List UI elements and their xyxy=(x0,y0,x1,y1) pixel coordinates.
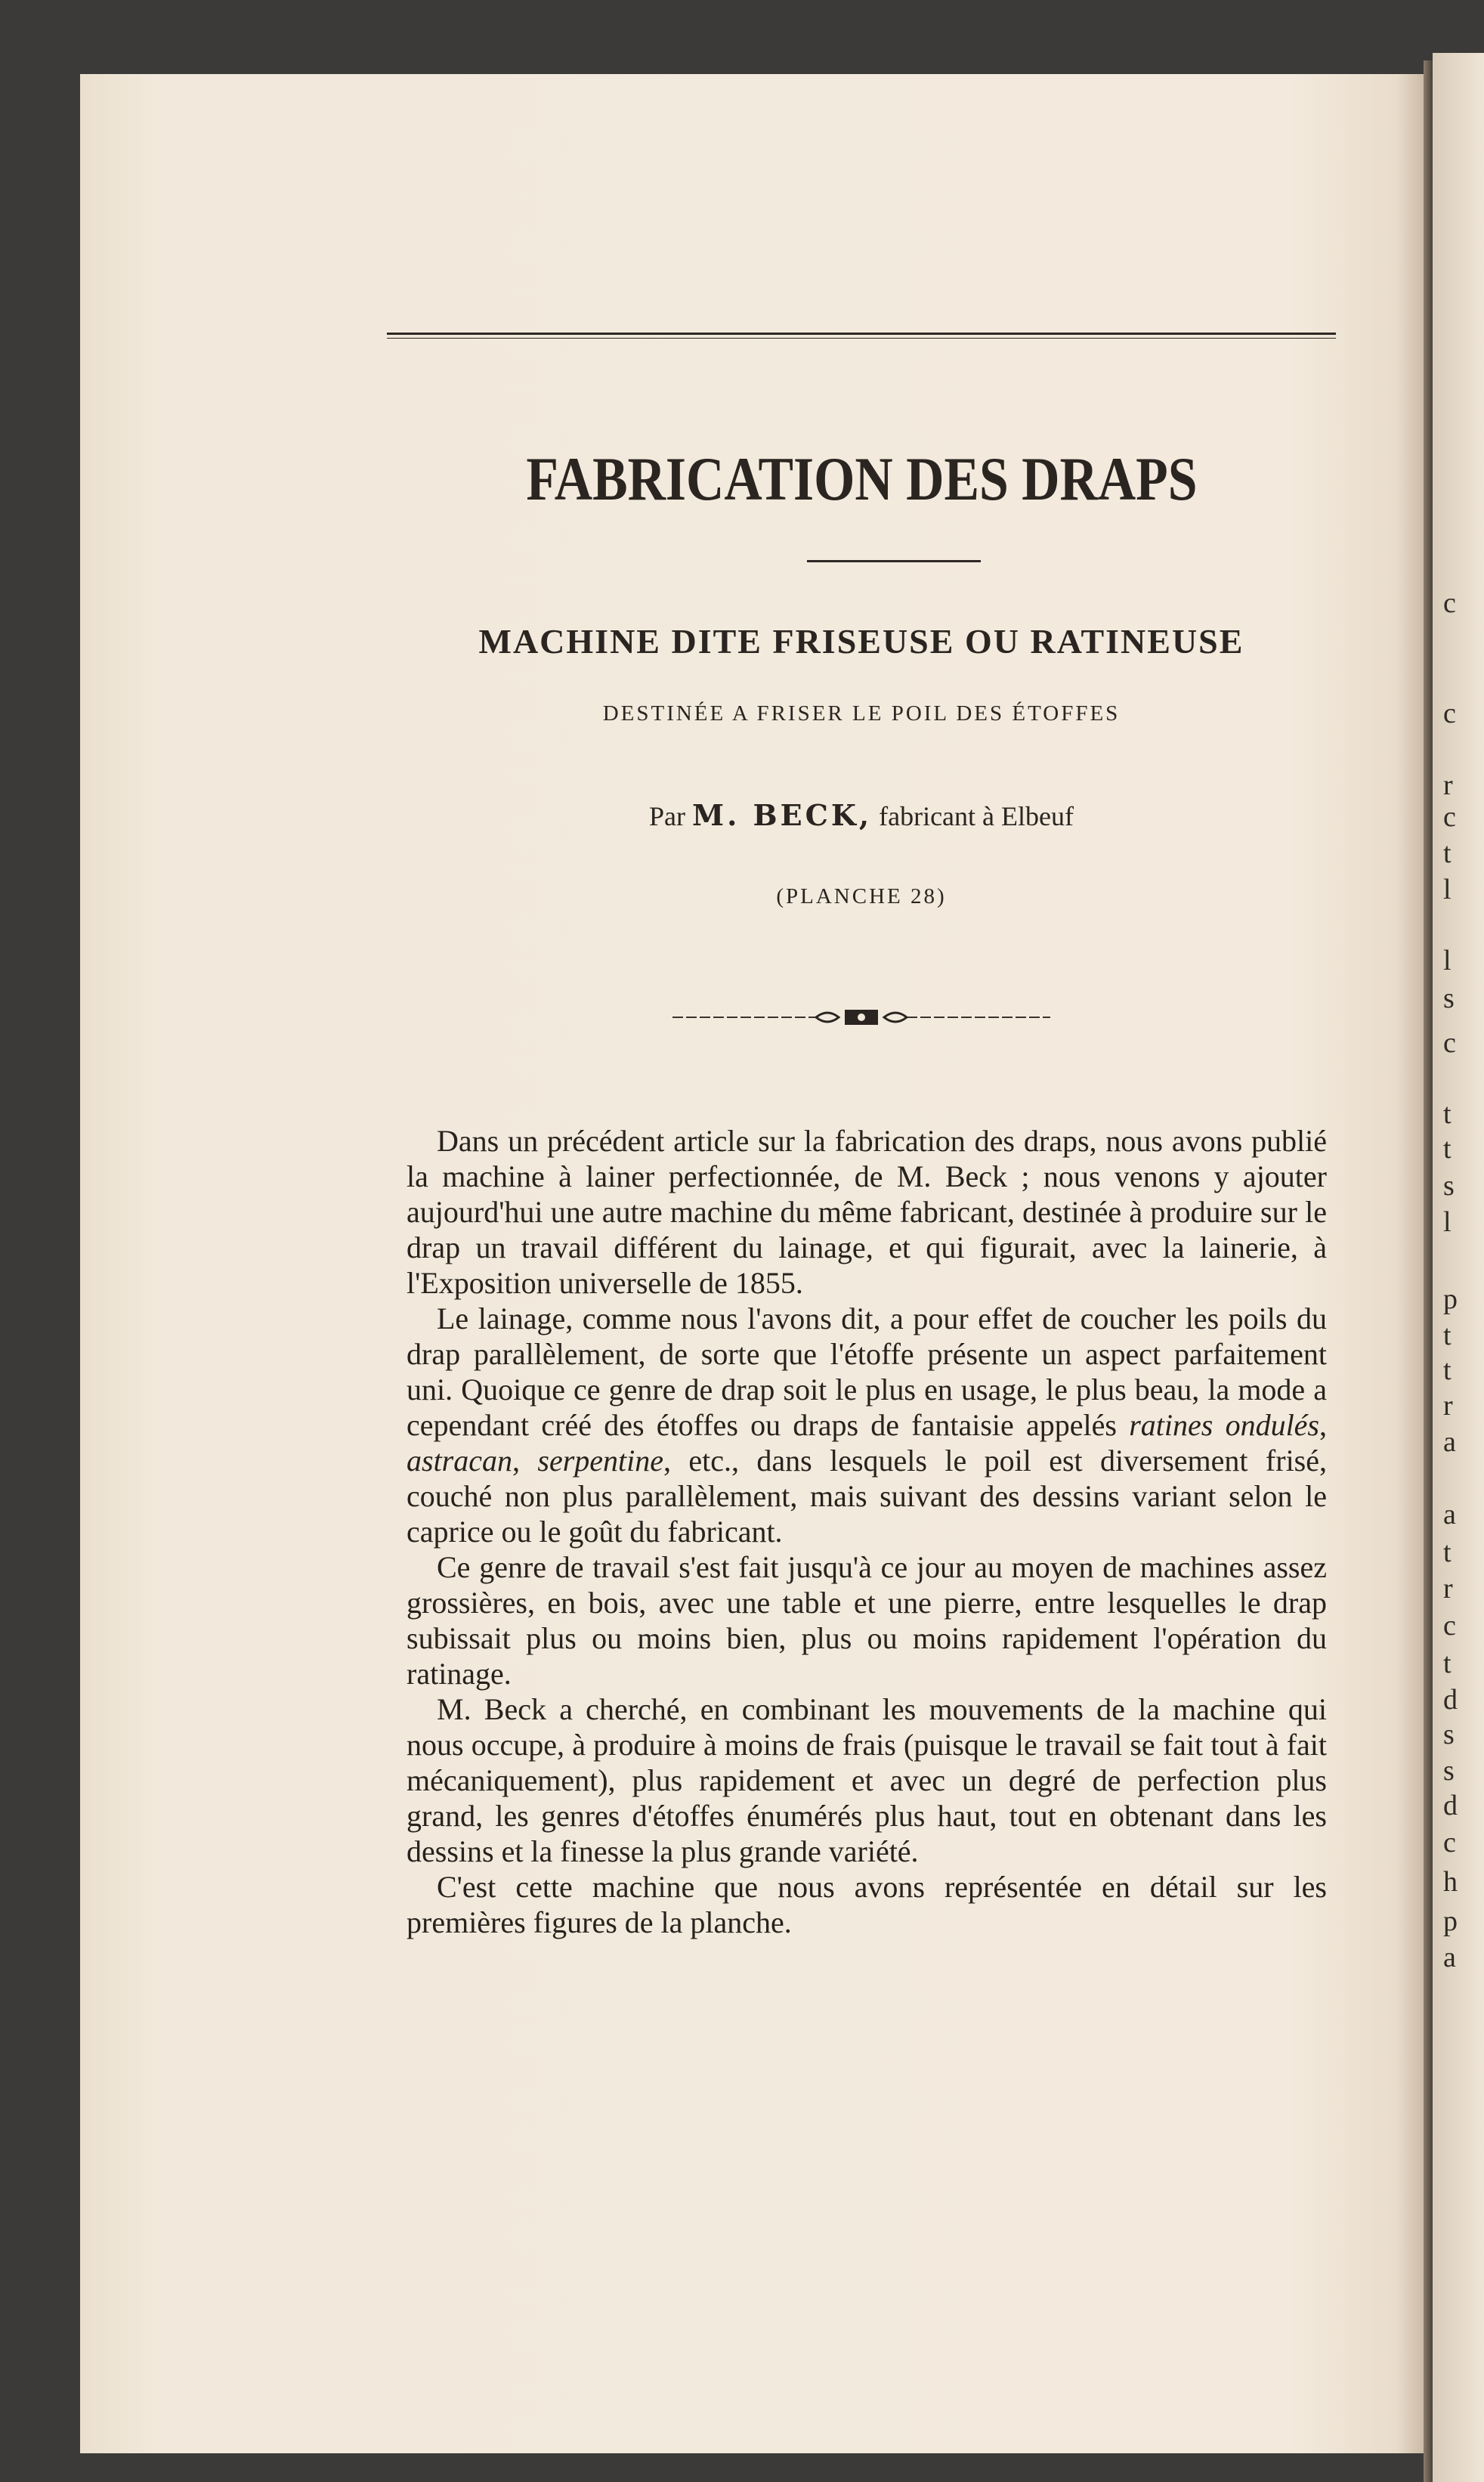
adjacent-page-letter: l xyxy=(1443,1205,1452,1238)
page-gutter-shadow xyxy=(1424,60,1433,2482)
adjacent-page-letter: d xyxy=(1443,1684,1458,1716)
paragraph-1: Dans un précédent article sur la fabrication des draps, nous avons publié la machine à lainer perfectionnée, de M. Beck ; nous venons y ajouter aujourd'hui une autre machine du même fabricant, destinée à produire sur le drap un travail différent du lainage, et qui figurait, avec la lainerie, à l'Exposition universelle de 1855. xyxy=(407,1124,1327,1300)
article-destination: DESTINÉE A FRISER LE POIL DES ÉTOFFES xyxy=(602,701,1121,726)
adjacent-page-letter: c xyxy=(1443,1609,1456,1642)
adjacent-page-letter: l xyxy=(1443,945,1452,977)
paragraph-3: Ce genre de travail s'est fait jusqu'à ce jour au moyen de machines assez grossières, en bois, avec une table et une pierre, entre lesquelles le drap subissait plus ou moins bien, plus ou moins rapidement l'opération du ratinage. xyxy=(407,1550,1327,1691)
adjacent-page-letter: r xyxy=(1443,1573,1453,1605)
adjacent-page-letter: r xyxy=(1443,1389,1453,1422)
adjacent-page-edge xyxy=(1433,53,1484,2482)
adjacent-page-letter: d xyxy=(1443,1790,1458,1822)
adjacent-page-letter: c xyxy=(1443,1027,1456,1060)
adjacent-page-letter: t xyxy=(1443,1647,1452,1679)
punct: , xyxy=(512,1444,520,1478)
adjacent-page-letter: s xyxy=(1443,1755,1455,1787)
adjacent-page-letter: c xyxy=(1443,1826,1456,1858)
adjacent-page-letter: r xyxy=(1443,769,1453,801)
adjacent-page-letter: a xyxy=(1443,1942,1456,1974)
title-underline xyxy=(807,560,981,562)
adjacent-page-letter: c xyxy=(1443,800,1456,833)
paragraph-2-text-end: , etc., dans lesquels le poil est diversement frisé, couché non plus parallèlement, mais suivant des dessins variant selon le caprice ou le goût du fabricant. xyxy=(407,1444,1327,1549)
article-body xyxy=(407,1123,1327,1940)
adjacent-page-letter: p xyxy=(1443,1283,1458,1316)
italic-term: serpentine xyxy=(537,1444,664,1478)
adjacent-page-letter: s xyxy=(1443,1719,1455,1751)
planche-reference: (PLANCHE 28) xyxy=(776,884,947,908)
adjacent-page-letter: t xyxy=(1443,1098,1452,1131)
punct: , xyxy=(1319,1408,1327,1442)
adjacent-page-letter: t xyxy=(1443,837,1452,869)
header-rule-thin xyxy=(387,338,1336,339)
adjacent-page-letter: a xyxy=(1443,1425,1456,1458)
adjacent-page-letter: c xyxy=(1443,586,1456,619)
byline xyxy=(387,798,1336,832)
ornament-icon xyxy=(672,1002,1050,1032)
adjacent-page-letter: l xyxy=(1443,873,1452,905)
ornament-divider xyxy=(387,1002,1336,1032)
italic-term: astracan xyxy=(407,1444,512,1478)
article-subtitle: MACHINE DITE FRISEUSE OU RATINEUSE xyxy=(478,622,1244,661)
italic-term: ratines ondulés xyxy=(1129,1408,1319,1442)
byline-suffix: fabricant à Elbeuf xyxy=(879,801,1074,831)
page-title: FABRICATION DES DRAPS xyxy=(525,444,1198,513)
header-rule xyxy=(387,333,1336,335)
byline-prefix: Par xyxy=(649,801,686,831)
adjacent-page-letter: t xyxy=(1443,1133,1452,1165)
adjacent-page-letter: t xyxy=(1443,1354,1452,1387)
paragraph-2 xyxy=(407,1301,1327,1549)
paragraph-4: M. Beck a cherché, en combinant les mouvements de la machine qui nous occupe, à produire à moins de frais (puisque le travail se fait tout à fait mécaniquement), plus rapidement et avec un degré de perfection plus grand, les genres d'étoffes énumérés plus haut, tout en obtenant dans les dessins et la finesse la plus grande variété. xyxy=(407,1692,1327,1868)
adjacent-page-letter: p xyxy=(1443,1905,1458,1938)
paragraph-2-text: Le lainage, comme nous l'avons dit, a pour effet de coucher les poils du drap parallèlement, de sorte que l'étoffe présente un aspect parfaitement uni. Quoique ce genre de drap soit le plus en usage, le plus beau, la mode a cependant créé des étoffes ou draps de fantaisie appelés xyxy=(407,1301,1327,1442)
title-block xyxy=(387,444,1336,514)
adjacent-page-letter: a xyxy=(1443,1499,1456,1531)
adjacent-page-letter: s xyxy=(1443,1169,1455,1202)
adjacent-page-letter: c xyxy=(1443,698,1456,730)
byline-author: M. BECK, xyxy=(692,798,873,832)
adjacent-page-letter: t xyxy=(1443,1320,1452,1352)
adjacent-page-letter: t xyxy=(1443,1537,1452,1569)
adjacent-page-letter: h xyxy=(1443,1865,1458,1898)
paragraph-5: C'est cette machine que nous avons représentée en détail sur les premières figures de la planche. xyxy=(407,1870,1327,1939)
adjacent-page-letter: s xyxy=(1443,983,1455,1015)
